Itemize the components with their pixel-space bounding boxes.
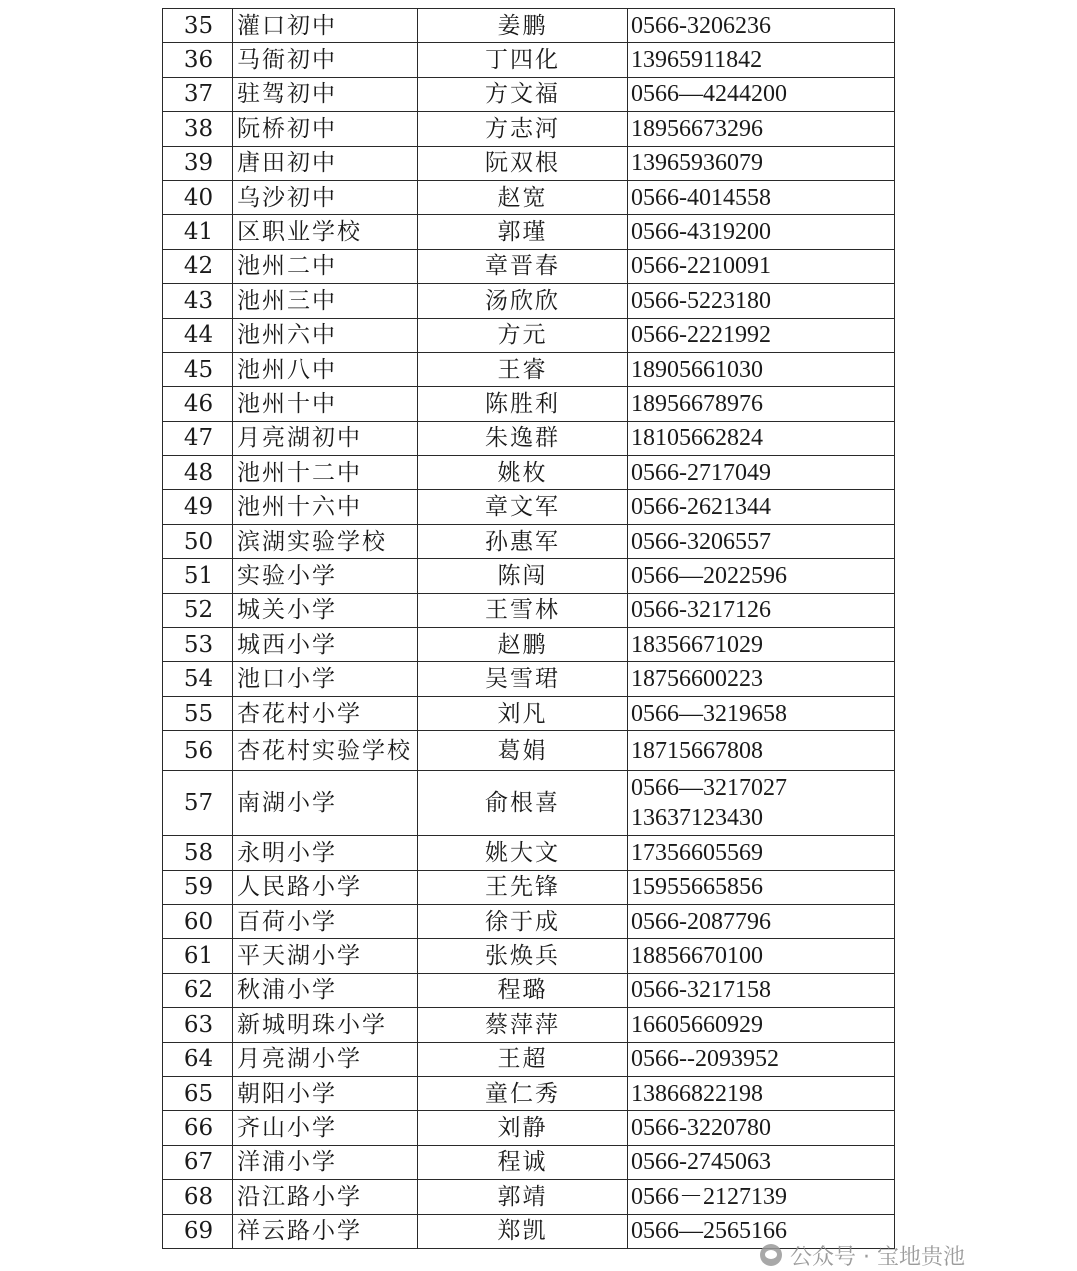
table-row [163, 1008, 895, 1042]
phone-number: 18105662824 [631, 425, 763, 452]
table-row [163, 870, 895, 904]
row-number: 60 [163, 904, 233, 938]
table-row [163, 1042, 895, 1076]
table-row [163, 112, 895, 146]
row-number: 67 [163, 1145, 233, 1179]
table-row [163, 180, 895, 214]
phone-number: 13637123430 [631, 805, 763, 832]
contact-person: 章晋春 [418, 249, 628, 283]
phone-number: 0566-3217126 [631, 597, 771, 624]
phone-number: 18956673296 [631, 115, 763, 142]
contact-person: 王雪林 [418, 593, 628, 627]
contact-person: 王先锋 [418, 870, 628, 904]
phone-number: 0566-4319200 [631, 219, 771, 246]
phone-cell [628, 696, 895, 730]
contact-person: 葛娟 [418, 731, 628, 771]
phone-cell [628, 771, 895, 836]
phone-cell [628, 180, 895, 214]
school-name: 马衙初中 [233, 43, 418, 77]
table-row [163, 559, 895, 593]
row-number: 53 [163, 628, 233, 662]
contact-person: 丁四化 [418, 43, 628, 77]
contact-person: 姚枚 [418, 456, 628, 490]
watermark-text: 公众号 · 宝地贵池 [790, 1244, 965, 1270]
contact-person: 郭瑾 [418, 215, 628, 249]
phone-number: 0566-3220780 [631, 1115, 771, 1142]
phone-number: 0566—2565166 [631, 1218, 787, 1245]
table-row [163, 939, 895, 973]
row-number: 66 [163, 1111, 233, 1145]
school-name: 祥云路小学 [233, 1214, 418, 1248]
row-number: 43 [163, 284, 233, 318]
row-number: 44 [163, 318, 233, 352]
phone-number: 18756600223 [631, 666, 763, 693]
wechat-icon [760, 1244, 782, 1266]
table-row [163, 421, 895, 455]
table-row [163, 215, 895, 249]
table-row [163, 249, 895, 283]
row-number: 59 [163, 870, 233, 904]
phone-cell [628, 490, 895, 524]
phone-cell [628, 731, 895, 771]
school-name: 池州三中 [233, 284, 418, 318]
phone-cell [628, 870, 895, 904]
row-number: 40 [163, 180, 233, 214]
phone-cell [628, 9, 895, 43]
row-number: 51 [163, 559, 233, 593]
school-name: 百荷小学 [233, 904, 418, 938]
school-name: 南湖小学 [233, 771, 418, 836]
phone-cell [628, 1042, 895, 1076]
row-number: 69 [163, 1214, 233, 1248]
row-number: 50 [163, 524, 233, 558]
phone-cell [628, 215, 895, 249]
phone-number: 0566-4014558 [631, 184, 771, 211]
table-row [163, 318, 895, 352]
phone-number: 0566-3206236 [631, 12, 771, 39]
phone-number: 16605660929 [631, 1011, 763, 1038]
contact-person: 童仁秀 [418, 1076, 628, 1110]
school-name: 池州六中 [233, 318, 418, 352]
table-row [163, 662, 895, 696]
row-number: 58 [163, 836, 233, 870]
contact-person: 阮双根 [418, 146, 628, 180]
school-name: 沿江路小学 [233, 1180, 418, 1214]
phone-cell [628, 352, 895, 386]
school-name: 池州十六中 [233, 490, 418, 524]
table-row [163, 352, 895, 386]
school-name: 池州二中 [233, 249, 418, 283]
row-number: 54 [163, 662, 233, 696]
table-row [163, 731, 895, 771]
phone-cell [628, 77, 895, 111]
school-name: 杏花村小学 [233, 696, 418, 730]
school-name: 平天湖小学 [233, 939, 418, 973]
row-number: 62 [163, 973, 233, 1007]
table-row [163, 628, 895, 662]
phone-cell [628, 1076, 895, 1110]
school-name: 池州十中 [233, 387, 418, 421]
phone-number: 0566-2087796 [631, 908, 771, 935]
school-name: 池州十二中 [233, 456, 418, 490]
contact-person: 徐于成 [418, 904, 628, 938]
phone-number: 18356671029 [631, 631, 763, 658]
school-name: 月亮湖小学 [233, 1042, 418, 1076]
contact-person: 蔡萍萍 [418, 1008, 628, 1042]
school-name: 城关小学 [233, 593, 418, 627]
phone-cell [628, 43, 895, 77]
phone-number: 0566-5223180 [631, 287, 771, 314]
watermark [760, 1240, 965, 1270]
table-row [163, 146, 895, 180]
phone-number: 15955665856 [631, 874, 763, 901]
contact-person: 俞根喜 [418, 771, 628, 836]
contact-person: 赵鹏 [418, 628, 628, 662]
table-row [163, 490, 895, 524]
contact-person: 王睿 [418, 352, 628, 386]
table-row [163, 1076, 895, 1110]
row-number: 36 [163, 43, 233, 77]
row-number: 65 [163, 1076, 233, 1110]
row-number: 49 [163, 490, 233, 524]
school-name: 永明小学 [233, 836, 418, 870]
table-row [163, 284, 895, 318]
phone-number: 13965911842 [631, 47, 763, 74]
phone-cell [628, 387, 895, 421]
table-row [163, 1180, 895, 1214]
contact-person: 章文军 [418, 490, 628, 524]
school-name: 城西小学 [233, 628, 418, 662]
phone-cell [628, 146, 895, 180]
phone-number: 0566-3206557 [631, 528, 771, 555]
table-row [163, 43, 895, 77]
phone-cell [628, 524, 895, 558]
school-name: 朝阳小学 [233, 1076, 418, 1110]
phone-number: 13866822198 [631, 1080, 763, 1107]
phone-cell [628, 1180, 895, 1214]
phone-number: 0566-3217158 [631, 977, 771, 1004]
phone-number: 0566-2210091 [631, 253, 771, 280]
contact-person: 朱逸群 [418, 421, 628, 455]
row-number: 38 [163, 112, 233, 146]
table-row [163, 387, 895, 421]
phone-cell [628, 284, 895, 318]
contact-person: 汤欣欣 [418, 284, 628, 318]
phone-number: 18956678976 [631, 390, 763, 417]
row-number: 41 [163, 215, 233, 249]
row-number: 68 [163, 1180, 233, 1214]
row-number: 39 [163, 146, 233, 180]
school-name: 滨湖实验学校 [233, 524, 418, 558]
phone-number: 0566—3217027 [631, 775, 787, 802]
contact-person: 方文福 [418, 77, 628, 111]
phone-number: 0566-2745063 [631, 1149, 771, 1176]
school-name: 池州八中 [233, 352, 418, 386]
school-name: 池口小学 [233, 662, 418, 696]
table-body [163, 9, 895, 1249]
contact-person: 赵宽 [418, 180, 628, 214]
table-row [163, 904, 895, 938]
contact-person: 姚大文 [418, 836, 628, 870]
table-row [163, 9, 895, 43]
school-name: 灌口初中 [233, 9, 418, 43]
school-name: 新城明珠小学 [233, 1008, 418, 1042]
phone-cell [628, 1145, 895, 1179]
school-name: 驻驾初中 [233, 77, 418, 111]
row-number: 52 [163, 593, 233, 627]
phone-cell [628, 112, 895, 146]
school-name: 阮桥初中 [233, 112, 418, 146]
table-row [163, 77, 895, 111]
contact-person: 王超 [418, 1042, 628, 1076]
phone-cell [628, 1111, 895, 1145]
phone-number: 18856670100 [631, 943, 763, 970]
phone-cell [628, 318, 895, 352]
contact-person: 郭靖 [418, 1180, 628, 1214]
phone-number: 0566—3219658 [631, 700, 787, 727]
row-number: 42 [163, 249, 233, 283]
school-name: 洋浦小学 [233, 1145, 418, 1179]
phone-cell [628, 1008, 895, 1042]
phone-cell [628, 904, 895, 938]
contact-person: 张焕兵 [418, 939, 628, 973]
table-row [163, 771, 895, 836]
table-row [163, 593, 895, 627]
phone-cell [628, 628, 895, 662]
contact-person: 吴雪珺 [418, 662, 628, 696]
school-name: 月亮湖初中 [233, 421, 418, 455]
school-contact-table [162, 8, 895, 1249]
phone-number: 0566—4244200 [631, 81, 787, 108]
row-number: 63 [163, 1008, 233, 1042]
phone-cell [628, 836, 895, 870]
phone-cell [628, 662, 895, 696]
school-name: 人民路小学 [233, 870, 418, 904]
contact-person: 方元 [418, 318, 628, 352]
row-number: 61 [163, 939, 233, 973]
table-row [163, 973, 895, 1007]
table-row [163, 836, 895, 870]
phone-cell [628, 939, 895, 973]
school-name: 乌沙初中 [233, 180, 418, 214]
phone-number: 18905661030 [631, 356, 763, 383]
table-row [163, 1145, 895, 1179]
table-row [163, 1111, 895, 1145]
contact-person: 姜鹏 [418, 9, 628, 43]
phone-number: 18715667808 [631, 737, 763, 764]
contact-table-wrapper [162, 8, 894, 1249]
phone-number: 0566-2221992 [631, 322, 771, 349]
phone-number: 17356605569 [631, 839, 763, 866]
contact-person: 孙惠军 [418, 524, 628, 558]
row-number: 45 [163, 352, 233, 386]
school-name: 唐田初中 [233, 146, 418, 180]
row-number: 37 [163, 77, 233, 111]
row-number: 57 [163, 771, 233, 836]
school-name: 区职业学校 [233, 215, 418, 249]
contact-person: 程璐 [418, 973, 628, 1007]
school-name: 秋浦小学 [233, 973, 418, 1007]
phone-cell [628, 249, 895, 283]
row-number: 55 [163, 696, 233, 730]
phone-number: 0566—2022596 [631, 562, 787, 589]
row-number: 35 [163, 9, 233, 43]
contact-person: 方志河 [418, 112, 628, 146]
row-number: 46 [163, 387, 233, 421]
phone-cell [628, 559, 895, 593]
row-number: 48 [163, 456, 233, 490]
row-number: 56 [163, 731, 233, 771]
school-name: 齐山小学 [233, 1111, 418, 1145]
phone-cell [628, 421, 895, 455]
table-row [163, 524, 895, 558]
contact-person: 程诚 [418, 1145, 628, 1179]
phone-cell [628, 456, 895, 490]
contact-person: 刘凡 [418, 696, 628, 730]
phone-number: 0566--2093952 [631, 1046, 779, 1073]
phone-cell [628, 593, 895, 627]
phone-number: 13965936079 [631, 150, 763, 177]
contact-person: 郑凯 [418, 1214, 628, 1248]
phone-number: 0566-2717049 [631, 459, 771, 486]
contact-person: 陈闯 [418, 559, 628, 593]
table-row [163, 456, 895, 490]
school-name: 实验小学 [233, 559, 418, 593]
phone-number: 0566-2621344 [631, 494, 771, 521]
table-row [163, 696, 895, 730]
school-name: 杏花村实验学校 [233, 731, 418, 771]
row-number: 47 [163, 421, 233, 455]
row-number: 64 [163, 1042, 233, 1076]
phone-number: 0566－2127139 [631, 1183, 787, 1210]
phone-cell [628, 973, 895, 1007]
contact-person: 刘静 [418, 1111, 628, 1145]
contact-person: 陈胜利 [418, 387, 628, 421]
